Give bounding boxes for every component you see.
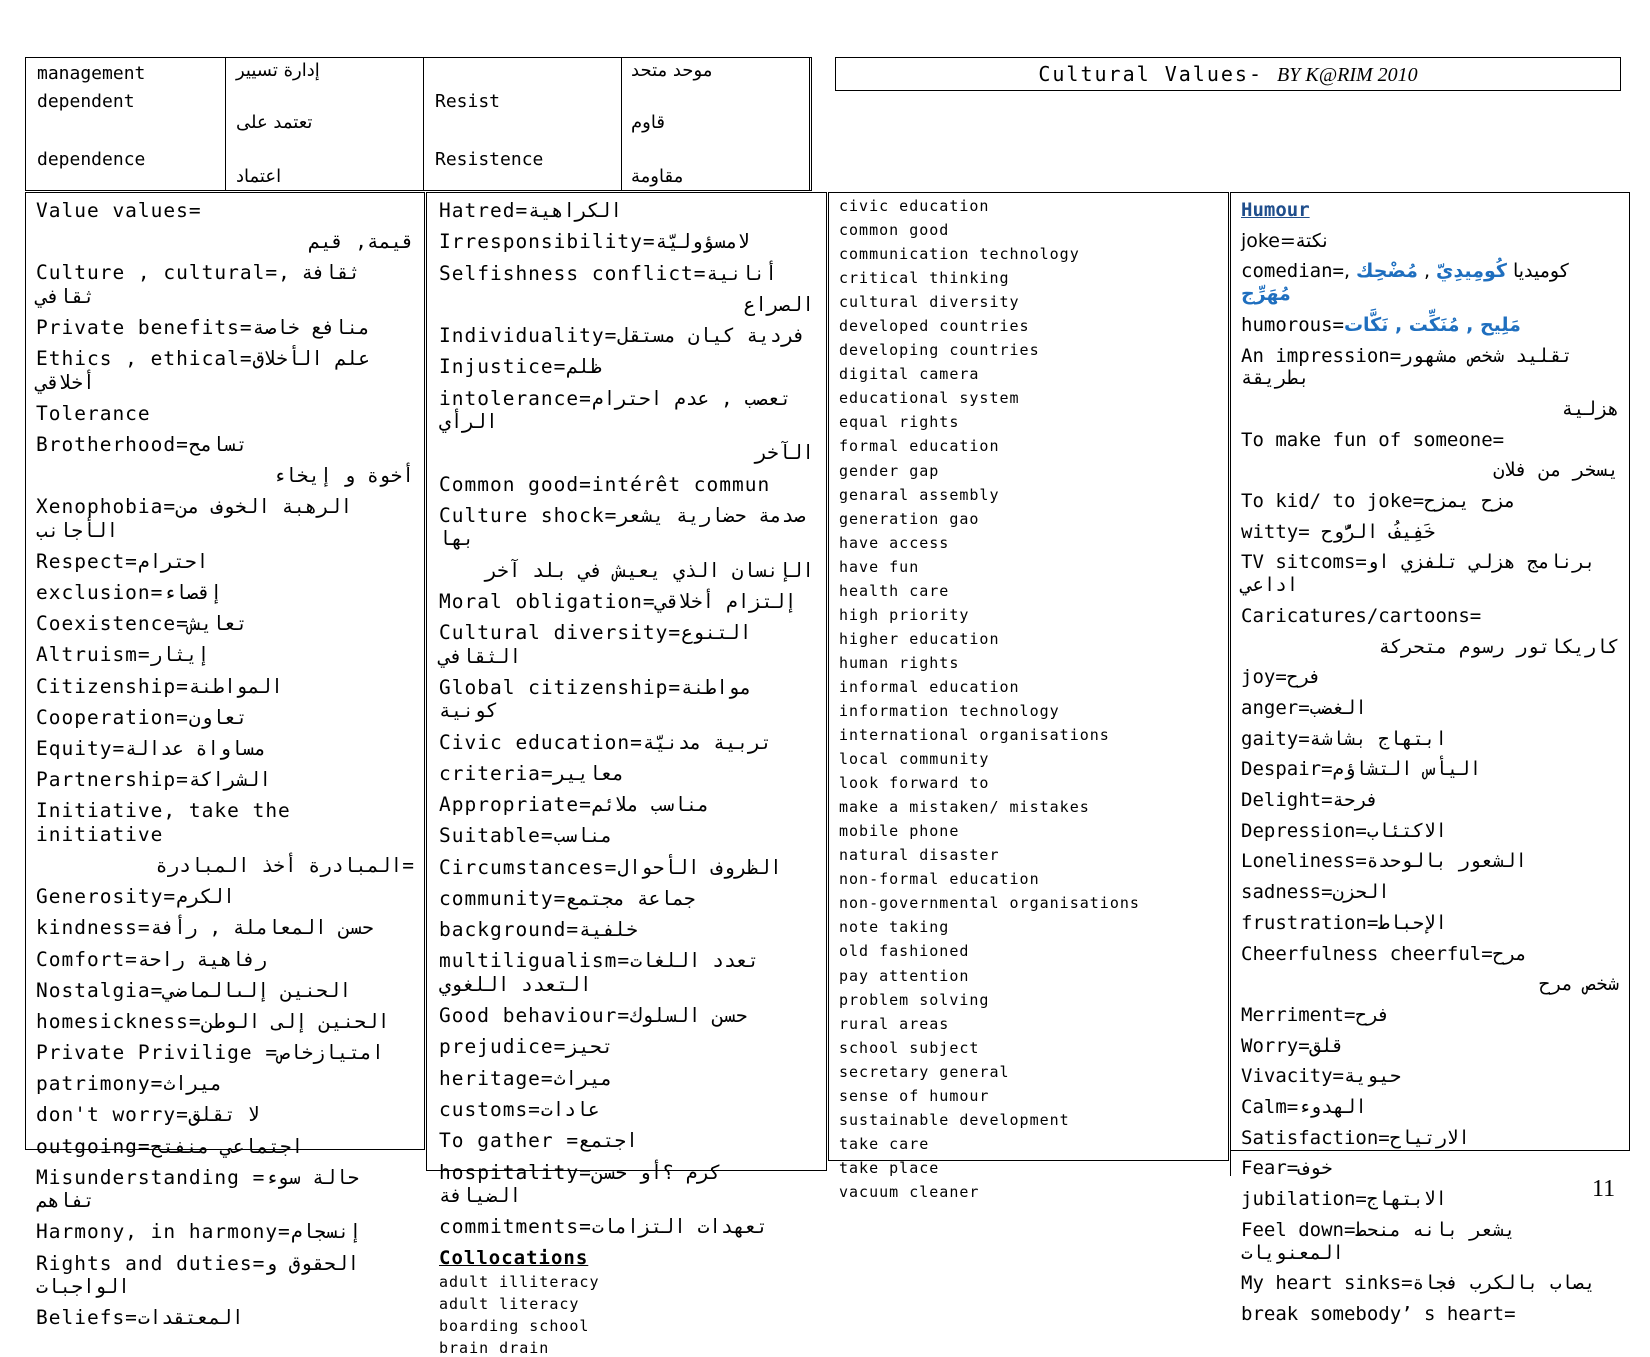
page-number: 11 (1592, 1176, 1616, 1202)
list-item: Initiative, take the initiative (36, 799, 291, 846)
list-item: Good behaviour=حسن السلوك (439, 1004, 748, 1028)
title-main: Cultural Values- (1038, 62, 1263, 86)
list-item: formal education (839, 437, 1000, 456)
list-item: Irresponsibility=لامسؤوليّة (439, 230, 750, 254)
list-item: make a mistaken/ mistakes (839, 798, 1090, 817)
table-divider (621, 58, 622, 190)
list-item: secretary general (839, 1062, 1010, 1081)
list-item: educational system (839, 389, 1020, 408)
translation-dependence: اعتماد (236, 166, 282, 187)
list-item: Injustice=ظلم (439, 355, 602, 379)
list-item-comedian (1241, 260, 1619, 306)
list-item: Despair=اليأس التشاؤم (1241, 758, 1482, 781)
collocations-list (439, 1273, 814, 1357)
list-item: developing countries (839, 341, 1040, 360)
comedian-hl-word: كُومِيدِيّ (1436, 260, 1507, 283)
list-item: Loneliness=الشعور بالوحدة (1241, 850, 1527, 873)
list-item: health care (839, 581, 950, 600)
list-item: school subject (839, 1038, 980, 1057)
list-item: jubilation=الابتهاج (1241, 1188, 1447, 1211)
list-item: Comfort=رفاهية راحة (36, 947, 268, 971)
list-item: communication technology (839, 245, 1080, 264)
list-item-humorous (1241, 314, 1619, 337)
vocab-list (1241, 345, 1619, 1326)
list-item: Brotherhood=تسامح (36, 432, 248, 456)
list-item: Altruism=إيثار (36, 643, 210, 667)
list-item: criteria=معايير (439, 761, 625, 785)
list-item: Selfishness conflict=أنانية (439, 261, 777, 285)
list-item: anger=الغضب (1241, 697, 1367, 720)
list-item: frustration=الإحباط (1241, 911, 1447, 934)
list-item: look forward to (839, 774, 990, 793)
comedian-hl-word: مُضْحِك (1356, 260, 1418, 283)
term-resist: Resist (435, 91, 501, 112)
list-item: Feel down=يشعر بانه منحط المعنويات (1241, 1218, 1516, 1264)
list-item: Equity=مساواة عدالة (36, 736, 267, 760)
list-item: Suitable=مناسب (439, 824, 613, 848)
page-title (835, 57, 1621, 91)
list-item: Generosity=الكرم (36, 885, 235, 909)
list-item: high priority (839, 605, 970, 624)
list-item: Coexistence=تعايش (36, 612, 248, 636)
list-item: Civic education=تربية مدنيّة (439, 730, 772, 754)
list-item: boarding school (439, 1317, 590, 1336)
list-item: hospitality=كرم ؟أو حسن الضيافة (439, 1160, 722, 1207)
list-item: witty= خَفِيفُ الرُّوح (1241, 520, 1436, 543)
collocations-list (839, 197, 1218, 1201)
list-item: equal rights (839, 413, 960, 432)
list-item: common good (839, 221, 950, 240)
comedian-hl-word: مُهَرِّج (1241, 283, 1291, 306)
list-item: My heart sinks=يصاب بالكرب فجاة (1241, 1272, 1596, 1295)
translation-dependent: تعتمد على (236, 112, 313, 133)
list-item: Appropriate=مناسب ملائم (439, 793, 710, 817)
translation-resistence: مقاومة (631, 166, 684, 187)
list-item: Depression=الاكتئاب (1241, 819, 1447, 842)
comedian-term: comedian= (1241, 260, 1344, 283)
list-item: adult literacy (439, 1295, 580, 1314)
list-item: Cooperation=تعاون (36, 705, 248, 729)
list-item: joy=فرح (1241, 666, 1322, 689)
list-item: أخوة و إيخاء (273, 464, 414, 488)
list-item: Merriment=فرح (1241, 1003, 1390, 1026)
vocab-header-table (25, 57, 812, 191)
list-item: informal education (839, 677, 1020, 696)
list-item: natural disaster (839, 846, 1000, 865)
comedian-ar-word: كوميديا (1506, 260, 1569, 283)
list-item: community=جماعة مجتمع (439, 886, 696, 910)
list-item: Private benefits=منافع خاصة (36, 315, 370, 339)
list-item: Culture , cultural=ثقافة , ثقافي (36, 261, 361, 308)
list-item: Nostalgia=الحنين إلىالماضي (36, 978, 352, 1002)
list-item: note taking (839, 918, 950, 937)
list-item: Cheerfulness cheerful=مرح (1241, 942, 1527, 965)
list-item: sustainable development (839, 1110, 1070, 1129)
list-item: Value values= (36, 199, 202, 222)
title-credit: BY K@RIM 2010 (1277, 64, 1418, 86)
list-item: gaity=ابتهاج بشاشة (1241, 727, 1447, 750)
list-item: قيمة, قيم (308, 230, 414, 254)
list-item: An impression=تقليد شخص مشهور بطريقة (1241, 344, 1573, 390)
list-item: Caricatures/cartoons= (1241, 604, 1482, 627)
list-item: يسخر من فلان (1493, 459, 1619, 482)
list-item: joke=نكتة (1241, 229, 1328, 252)
humour-heading: Humour (1241, 199, 1310, 221)
list-item: international organisations (839, 726, 1110, 745)
list-item: genaral assembly (839, 485, 1000, 504)
list-item: Worry=قلق (1241, 1034, 1344, 1057)
list-item: homesickness=الحنين إلى الوطن (36, 1009, 390, 1033)
list-item: كاريكاتور رسوم متحركة (1378, 635, 1619, 658)
list-item: Respect=احترام (36, 549, 209, 573)
list-item: vacuum cleaner (839, 1182, 980, 1201)
list-item: heritage=ميراث (439, 1066, 613, 1090)
list-item: take place (839, 1158, 940, 1177)
list-item: human rights (839, 653, 960, 672)
list-item: generation gao (839, 509, 980, 528)
list-item: الآخر (755, 441, 814, 465)
list-item: patrimony=ميراث (36, 1072, 223, 1096)
list-item: الصراع (743, 292, 814, 316)
list-item: Calm=الهدوء (1241, 1095, 1367, 1118)
comedian-separator: , (1343, 260, 1357, 283)
list-item: Fear=خوف (1241, 1157, 1333, 1180)
table-divider (225, 58, 226, 190)
list-item: have fun (839, 557, 920, 576)
term-resistence: Resistence (435, 149, 544, 170)
list-item: Tolerance (36, 401, 151, 425)
term-dependence: dependence (37, 149, 146, 170)
list-item: brain drain (439, 1339, 550, 1357)
vocab-list (36, 199, 414, 1330)
list-item: Harmony, in harmony=إنسجام (36, 1220, 362, 1244)
list-item: هزلية (1561, 398, 1619, 421)
list-item: old fashioned (839, 942, 970, 961)
list-item: problem solving (839, 990, 990, 1009)
list-item: have access (839, 533, 950, 552)
vocab-column-2 (426, 192, 827, 1357)
list-item: Partnership=الشراكة (36, 768, 272, 792)
term-management: management (37, 63, 146, 84)
list-item: take care (839, 1134, 930, 1153)
list-item: commitments=تعهدات التزامات (439, 1215, 768, 1239)
list-item: sense of humour (839, 1086, 990, 1105)
list-item: Satisfaction=الارتياح (1241, 1126, 1470, 1149)
list-item: intolerance=تعصب , عدم احترام الرأي (439, 386, 792, 434)
list-item: To make fun of someone= (1241, 428, 1505, 451)
list-item: civic education (839, 197, 990, 215)
list-item: Private Privilige =امتيازخاص (36, 1041, 384, 1065)
list-item: Beliefs=المعتقدات (36, 1306, 244, 1330)
translation-united: موحد متحد (631, 60, 713, 81)
translation-resist: قاوم (631, 112, 665, 133)
list-item: kindness=حسن المعاملة , رأفة (36, 916, 374, 940)
list-item: adult illiteracy (439, 1273, 600, 1292)
list-item: Circumstances=الظروف الأحوال (439, 855, 782, 879)
vocab-list (439, 199, 814, 1239)
list-item: To gather =اجتمع (439, 1129, 638, 1153)
list-item: cultural diversity (839, 293, 1020, 312)
humorous-term: humorous= (1241, 313, 1344, 336)
list-item: background=خلفية (439, 918, 638, 942)
list-item: mobile phone (839, 822, 960, 841)
list-item: Global citizenship=مواطنة كونية (439, 675, 752, 723)
translation-management: إدارة تسيير (236, 60, 320, 81)
list-item: sadness=الحزن (1241, 881, 1390, 904)
table-divider (809, 58, 810, 190)
list-item: To kid/ to joke=مزح يمزح (1241, 490, 1516, 513)
list-item: outgoing=اجتماعي منفتح (36, 1134, 304, 1158)
list-item: TV sitcoms=برنامج هزلي تلفزي او اداعي (1241, 551, 1596, 597)
list-item: شخص مرح (1538, 973, 1619, 996)
list-item: pay attention (839, 966, 970, 985)
term-dependent: dependent (37, 91, 135, 112)
list-item: Rights and duties=الحقوق و الواجبات (36, 1251, 360, 1298)
list-item: Individuality=فردية كيان مستقل (439, 324, 806, 348)
list-item: Misunderstanding =حالة سوء تفاهم (36, 1165, 360, 1213)
list-item: exclusion=إقصاء (36, 581, 223, 605)
list-item: Ethics , ethical=علم الأخلاق أخلاقي (36, 347, 370, 394)
list-item: multiligualism=تعدد اللغات التعدد اللغوي (439, 949, 760, 996)
list-item: developed countries (839, 317, 1030, 336)
list-item: critical thinking (839, 269, 1010, 288)
list-item: information technology (839, 701, 1060, 720)
list-item: Citizenship=المواطنة (36, 674, 283, 698)
list-item: prejudice=تحيز (439, 1035, 614, 1059)
list-item: Moral obligation=إلتزام أخلاقي (439, 589, 797, 613)
list-item: الإنسان الذي يعيش في بلد آخر (485, 558, 814, 582)
list-item: non-governmental organisations (839, 894, 1140, 913)
comedian-separator: , (1417, 260, 1437, 283)
list-item: Hatred=الكراهية (439, 199, 623, 222)
list-item: customs=عادات (439, 1097, 600, 1121)
list-item: Cultural diversity=التنوع الثقافي (439, 621, 752, 668)
list-item: don't worry=لا تقلق (36, 1103, 260, 1127)
list-item: Delight=فرحة (1241, 789, 1379, 812)
list-item: Culture shock=صدمة حضارية يشعر بها (439, 503, 806, 551)
list-item: Xenophobia=الرهبة الخوف من الأجانب (36, 495, 353, 542)
list-item: non-formal education (839, 870, 1040, 889)
collocations-heading: Collocations (439, 1246, 589, 1269)
list-item: local community (839, 750, 990, 769)
list-item: =المبادرة أخذ المبادرة (155, 853, 414, 877)
list-item: gender gap (839, 461, 940, 480)
list-item: Common good=intérêt commun (439, 472, 771, 496)
collocations-column (828, 192, 1229, 1201)
list-item: higher education (839, 629, 1000, 648)
humorous-arabic: مَلِيح , مُنَكِّت , نَكَّات (1343, 313, 1521, 336)
column-divider (1230, 1151, 1231, 1176)
table-divider (423, 58, 424, 190)
list-item: Vivacity=حيوية (1241, 1065, 1402, 1088)
vocab-column-1 (25, 192, 425, 1330)
list-item: rural areas (839, 1014, 950, 1033)
list-item: digital camera (839, 365, 980, 384)
list-item: break somebody’ s heart= (1241, 1302, 1516, 1325)
